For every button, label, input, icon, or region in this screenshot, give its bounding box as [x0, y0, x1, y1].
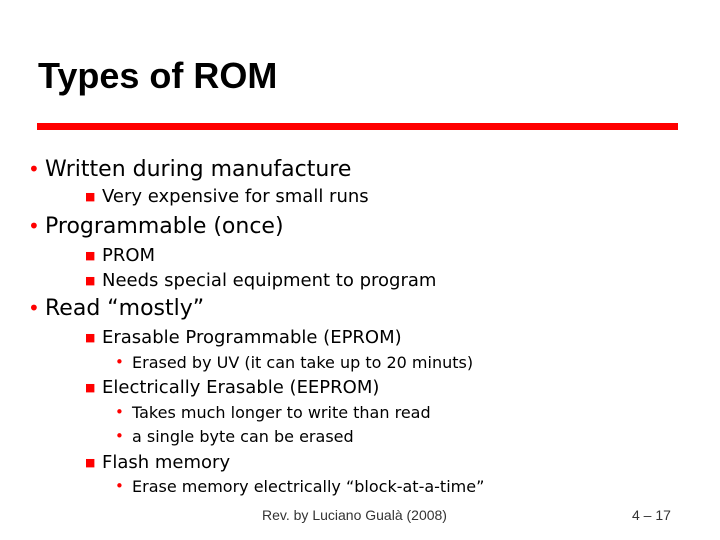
- bullet-square-icon: ■: [85, 274, 96, 287]
- bullet-dot-icon: •: [28, 157, 40, 181]
- sub-bullet-text: Flash memory: [102, 452, 231, 473]
- sub-sub-bullet-text: Erase memory electrically “block-at-a-time”: [132, 477, 485, 496]
- sub-bullet-text: Very expensive for small runs: [102, 186, 369, 207]
- bullet-text: Programmable (once): [45, 214, 284, 239]
- bullet-dot-icon: •: [115, 477, 124, 495]
- bullet-square-icon: ■: [85, 331, 96, 344]
- footer-credit: Rev. by Luciano Gualà (2008): [262, 507, 447, 523]
- slide-title: Types of ROM: [38, 55, 278, 96]
- bullet-text: Read “mostly”: [45, 296, 205, 321]
- sub-sub-bullet-text: Takes much longer to write than read: [132, 403, 431, 422]
- bullet-dot-icon: •: [115, 353, 124, 371]
- sub-bullet-text: PROM: [102, 245, 156, 266]
- sub-sub-bullet-text: a single byte can be erased: [132, 427, 354, 446]
- bullet-square-icon: ■: [85, 249, 96, 262]
- bullet-dot-icon: •: [115, 403, 124, 421]
- bullet-text: Written during manufacture: [45, 157, 352, 182]
- bullet-square-icon: ■: [85, 190, 96, 203]
- slide-number: 4 – 17: [632, 507, 671, 523]
- sub-bullet-text: Erasable Programmable (EPROM): [102, 327, 402, 348]
- bullet-square-icon: ■: [85, 381, 96, 394]
- bullet-dot-icon: •: [28, 214, 40, 238]
- bullet-dot-icon: •: [28, 296, 40, 320]
- sub-bullet-text: Electrically Erasable (EEPROM): [102, 377, 380, 398]
- sub-sub-bullet-text: Erased by UV (it can take up to 20 minuts): [132, 353, 474, 372]
- sub-bullet-text: Needs special equipment to program: [102, 270, 437, 291]
- bullet-square-icon: ■: [85, 456, 96, 469]
- title-underline: [37, 123, 678, 130]
- bullet-dot-icon: •: [115, 427, 124, 445]
